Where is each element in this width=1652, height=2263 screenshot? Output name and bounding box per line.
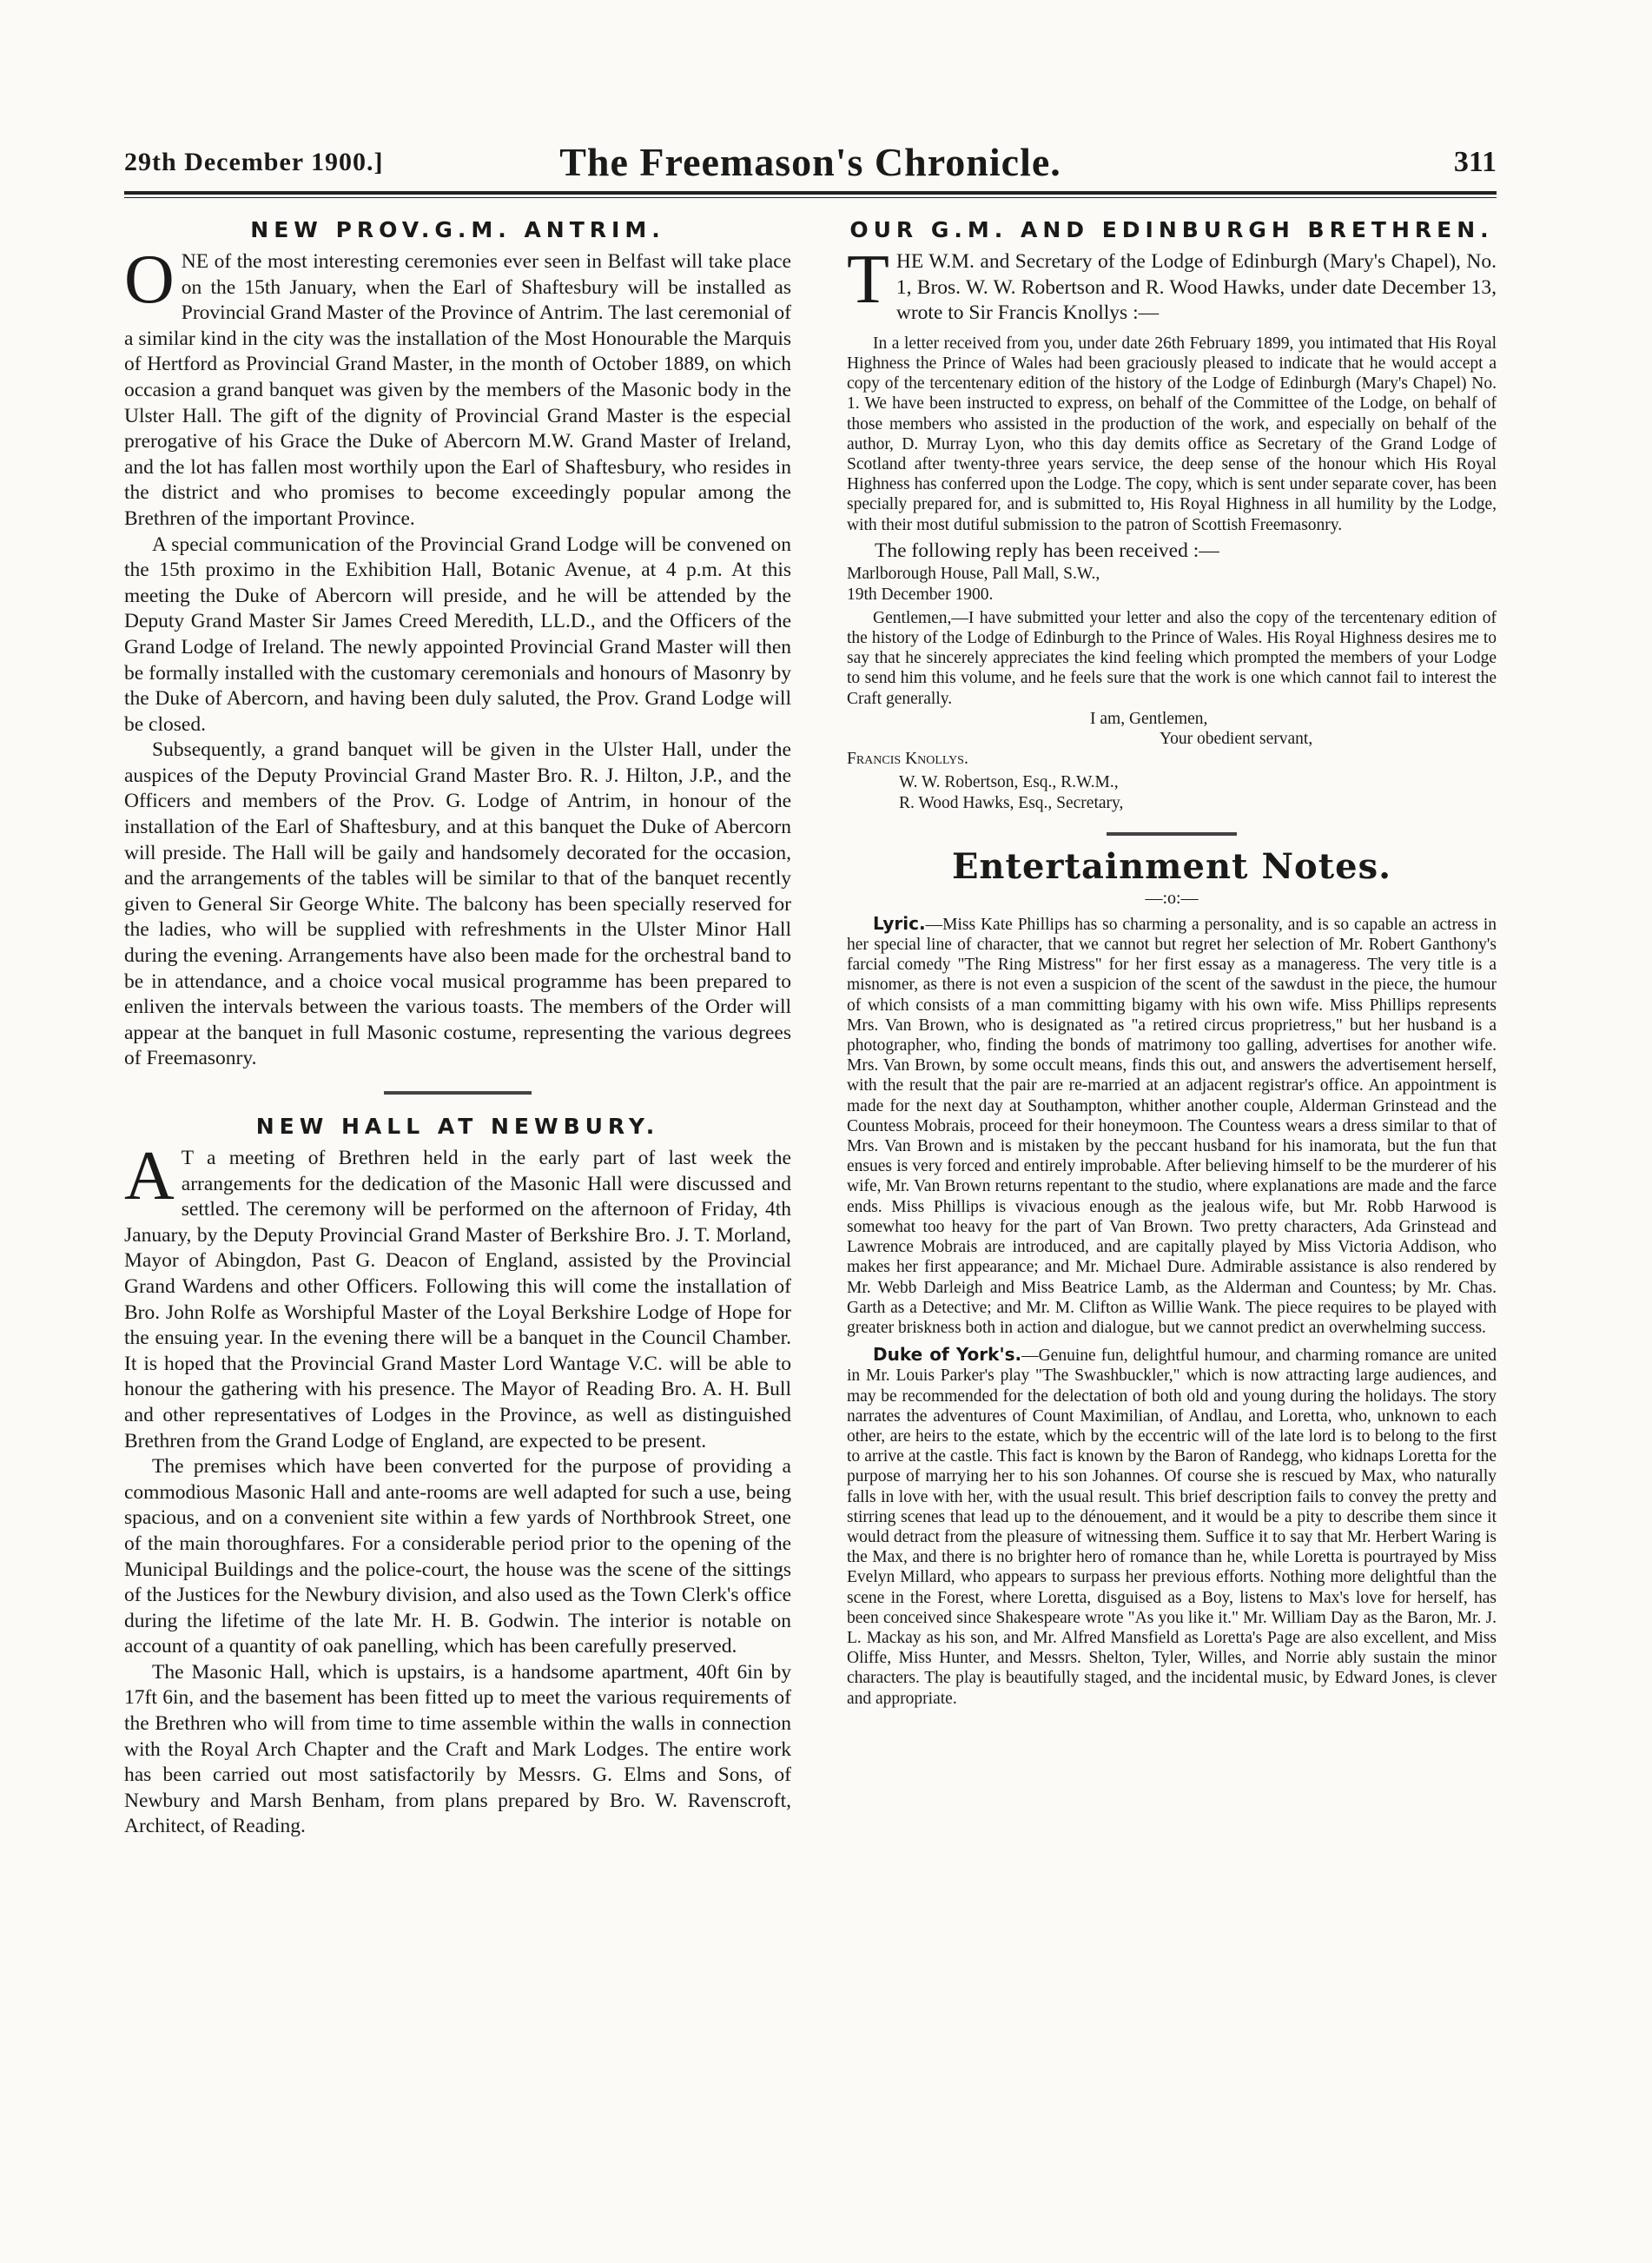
drop-cap: T bbox=[847, 242, 889, 318]
article-paragraph: THE W.M. and Secretary of the Lodge of Edinburgh (Mary's Chapel), No. 1, Bros. W. W. Robertson and R. Wood Hawks, under date December 13, wrote to Sir Francis Knollys :— bbox=[847, 242, 1497, 325]
article-title: NEW HALL AT NEWBURY. bbox=[255, 1114, 660, 1139]
article-paragraph: The premises which have been converted for the purpose of providing a commodious Masonic Hall and ante-rooms are well adapted for such a use, being spacious, and on a convenient site within a few yards of Northbrook Street, one of the main thoroughfares. For a considerable period prior to the opening of the Municipal Buildings and the police-court, the house was the scene of the sittings of the Justices for the Newbury division, and also used as the Town Clerk's office during the lifetime of the late Mr. H. B. Godwin. The interior is notable on account of a quantity of oak panelling, which has been carefully preserved. bbox=[124, 1455, 791, 1658]
header-rule bbox=[124, 191, 1497, 195]
article-paragraph: A special communication of the Provincial Grand Lodge will be convened on the 15th proximo in the Exhibition Hall, Botanic Avenue, at 4 p.m. At this meeting the Duke of Abercorn will preside, and he will be attended by the Deputy Grand Master Sir James Creed Meredith, LL.D., and the Officers of the Grand Lodge of Ireland. The newly appointed Provincial Grand Master will then be formally installed with the customary ceremonials and honours of Masonry by the Duke of Abercorn, and having been duly saluted, the Prov. Grand Lodge will be closed. bbox=[124, 533, 791, 736]
issue-date: 29th December 1900.] bbox=[124, 148, 384, 176]
reply-address: Marlborough House, Pall Mall, S.W., bbox=[847, 565, 1100, 584]
article-antrim bbox=[124, 217, 791, 1072]
ornament: —:o:— bbox=[1145, 888, 1199, 908]
letter-text: In a letter received from you, under date 26th February 1899, you intimated that His Royal Highness the Prince of Wales had been graciously pleased to indicate that he would accept a copy of the tercentenary edition of the history of the Lodge of Edinburgh (Mary's Chapel) No. 1. We have been instructed to express, on behalf of the Committee of the Lodge, on behalf of those members who assisted in the production of the work, and especially on behalf of the author, D. Murray Lyon, who this day demits office as Secretary of the Grand Lodge of Scotland after twenty-three years service, the deep sense of the honour which His Royal Highness has conferred upon the Lodge. The copy, which is sent under separate cover, has been specially prepared for, and is submitted to, His Royal Highness in all humility by the Lodge, with their most dutiful submission to the patron of Scottish Freemasonry. bbox=[847, 334, 1497, 534]
reply-intro: The following reply has been received :— bbox=[875, 539, 1219, 562]
reply-closing: Your obedient servant, bbox=[1160, 730, 1313, 749]
page-header bbox=[124, 139, 1497, 188]
review-paragraph: Duke of York's.—Genuine fun, delightful humour, and charming romance are united in Mr. Louis Parker's play "The Swashbuckler," which is now attracting large audiences, and may be recommended for the delectation of both old and young during the holidays. The story narrates the adventures of Count Maximilian, of Andlau, and Loretta, who, unknown to each other, are heirs to the estate, which by the eccentric will of the late lord is to belong to the first to arrive at the castle. This fact is known by the Baron of Randegg, who kidnaps Loretta for the purpose of marrying her to his son Johannes. Of course she is rescued by Max, who naturally falls in love with her, with the usual result. This brief description fails to convey the pretty and stirring scenes that lead up to the dénouement, and it would be a pity to describe them since it would detract from the pleasure of witnessing them. Suffice it to say that Mr. Herbert Waring is the Max, and there is no brighter hero of romance than he, while Loretta is pourtrayed by Miss Evelyn Millard, who appears to surpass her previous efforts. Nothing more delightful than the scene in the Forest, where Loretta, disguised as a Boy, listens to Max's love for herself, has been conceived since Shakespeare wrote "As you like it." Mr. William Day as the Baron, Mr. J. L. Mackay as his son, and Mr. Alfred Mansfield as Loretta's Page are also excellent, and Miss Oliffe, Miss Hunter, and Messrs. Shelton, Tyler, Willes, and Norrie ably sustain the minor characters. The play is beautifully staged, and the incidental music, by Edward Jones, is clever and appropriate. bbox=[847, 1344, 1497, 1708]
reply-closing: I am, Gentlemen, bbox=[1090, 709, 1208, 728]
section-divider bbox=[384, 1091, 532, 1095]
article-newbury bbox=[124, 1114, 791, 1840]
header-rule-thin bbox=[124, 197, 1497, 198]
signature: Francis Knollys. bbox=[847, 750, 968, 769]
section-divider bbox=[1107, 832, 1237, 836]
article-title: OUR G.M. AND EDINBURGH BRETHREN. bbox=[849, 217, 1494, 242]
article-paragraph: The Masonic Hall, which is upstairs, is a handsome apartment, 40ft 6in by 17ft 6in, and the basement has been fitted up to meet the various requirements of the Brethren who will from time to time assemble within the walls in connection with the Royal Arch Chapter and the Craft and Mark Lodges. The entire work has been carried out most satisfactorily by Messrs. G. Elms and Sons, of Newbury and Marsh Benham, from plans prepared by Bro. W. Ravenscroft, Architect, of Reading. bbox=[124, 1660, 791, 1838]
review-lead: Lyric. bbox=[873, 912, 926, 934]
addressee: W. W. Robertson, Esq., R.W.M., bbox=[899, 773, 1119, 792]
reply-text: Gentlemen,—I have submitted your letter and also the copy of the tercentenary edition of the history of the Lodge of Edinburgh to the Prince of Wales. His Royal Highness desires me to say that he sincerely appreciates the kind feeling which prompted the members of your Lodge to send him this volume, and he feels sure that the work is one which cannot fail to interest the Craft generally. bbox=[847, 608, 1497, 708]
article-entertainment bbox=[847, 846, 1497, 1709]
review-lead: Duke of York's. bbox=[873, 1344, 1022, 1366]
reply-date: 19th December 1900. bbox=[847, 585, 994, 604]
page-number: 311 bbox=[1453, 146, 1497, 178]
article-paragraph: Subsequently, a grand banquet will be given in the Ulster Hall, under the auspices of the Deputy Provincial Grand Master Bro. R. J. Hilton, J.P., and the Officers and members of the Prov. G. Lodge of Antrim, in honour of the installation of the Earl of Shaftesbury, and at this banquet the Duke of Abercorn will preside. The Hall will be gaily and handsomely decorated for the occasion, and the arrangements of the tables will be similar to that of the banquet recently given to General Sir George White. The balcony has been specially reserved for the ladies, who will be supplied with refreshments in the Ulster Minor Hall during the evening. Arrangements have also been made for the orchestral band to be in attendance, and a choice vocal musical programme has been prepared to enliven the intervals between the various toasts. The members of the Order will appear at the banquet in full Masonic costume, representing the various degrees of Freemasonry. bbox=[124, 738, 791, 1070]
drop-cap: O bbox=[124, 242, 175, 318]
right-column bbox=[847, 208, 1497, 1709]
left-column bbox=[124, 208, 791, 1840]
drop-cap: A bbox=[124, 1138, 175, 1214]
article-paragraph: ONE of the most interesting ceremonies ever seen in Belfast will take place on the 15th January, when the Earl of Shaftesbury will be installed as Provincial Grand Master of the Province of Antrim. The last ceremonial of a similar kind in the city was the installation of the Most Honourable the Marquis of Hertford as Provincial Grand Master, in the month of October 1889, on which occasion a grand banquet was given by the members of the Masonic body in the Ulster Hall. The gift of the dignity of Provincial Grand Master is the especial prerogative of his Grace the Duke of Abercorn M.W. Grand Master of Ireland, and the lot has fallen most worthily upon the Earl of Shaftesbury, who resides in the district and who promises to become exceedingly popular among the Brethren of the important Province. bbox=[124, 242, 791, 530]
article-edinburgh bbox=[847, 217, 1497, 813]
review-paragraph: Lyric.—Miss Kate Phillips has so charming a personality, and is so capable an actress in her special line of character, that we cannot but regret her selection of Mr. Robert Ganthony's farcial comedy "The Ring Mistress" for her first essay as a manageress. The very title is a misnomer, as there is not even a suspicion of the scent of the sawdust in the piece, the humour of which consists of a man committing bigamy with his own wife. Miss Phillips represents Mrs. Van Brown, who is designated as "a retired circus proprietress," but her husband is a photographer, who, finding the bonds of matrimony too galling, advertises for another wife. Mrs. Van Brown, by some occult means, finds this out, and answers the advertisement herself, with the result that the pair are re-married at an adjacent registrar's office. An appointment is made for the next day at Southampton, whither another couple, Alderman Grinstead and the Countess Mobrais, proceed for their honeymoon. The Countess wears a dress similar to that of Mrs. Van Brown and is mistaken by the peccant husband for his inamorata, but the fun that ensues is very forced and entirely improbable. After believing himself to be the murderer of his wife, Mr. Van Brown returns repentant to the studio, where explanations are made and the farce ends. Miss Phillips is vivacious enough as the jealous wife, but Mr. Robb Harwood is somewhat too heavy for the part of Van Brown. Two pretty characters, Ada Grinstead and Lawrence Mobrais are introduced, and are capitally played by Miss Victoria Addison, who makes her first appearance; and Mr. Michael Dure. Admirable assistance is also rendered by Mr. Webb Darleigh and Miss Beatrice Lamb, as the Alderman and Countess; by Mr. Chas. Garth as a Detective; and Mr. M. Clifton as Willie Wank. The piece requires to be played with greater briskness both in action and dialogue, but we cannot predict an overwhelming success. bbox=[847, 912, 1497, 1337]
article-title: NEW PROV.G.M. ANTRIM. bbox=[250, 217, 665, 242]
article-paragraph: A T a meeting of Brethren held in the early part of last week the arrangements for the dedication of the Masonic Hall were discussed and settled. The ceremony will be performed on the afternoon of Friday, 4th January, by the Deputy Provincial Grand Master of Berkshire Bro. J. T. Morland, Mayor of Abingdon, Past G. Deacon of England, assisted by the Provincial Grand Wardens and other Officers. Following this will come the installation of Bro. John Rolfe as Worshipful Master of the Loyal Berkshire Lodge of Hope for the ensuing year. In the evening there will be a banquet in the Council Chamber. It is hoped that the Provincial Grand Master Lord Wantage V.C. will be able to honour the gathering with his presence. The Mayor of Reading Bro. A. H. Bull and other representatives of Lodges in the Province, as well as distinguished Brethren from the Grand Lodge of England, are expected to be present. bbox=[124, 1138, 791, 1452]
publication-title: The Freemason's Chronicle. bbox=[559, 140, 1061, 184]
addressee: R. Wood Hawks, Esq., Secretary, bbox=[899, 793, 1124, 812]
article-title: Entertainment Notes. bbox=[951, 845, 1392, 887]
